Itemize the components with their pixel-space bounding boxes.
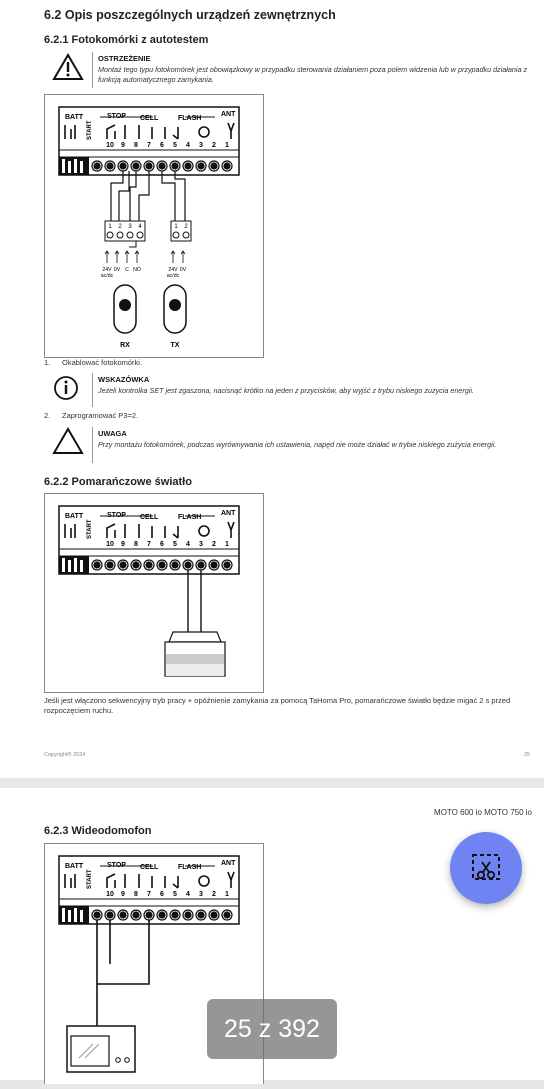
rx-pin-label: 2 [118,224,122,230]
terminal-number-9: 9 [121,142,125,149]
terminal-number-2: 2 [212,142,216,149]
terminal-number-4: 4 [186,142,190,149]
tx-pin-label: 2 [184,224,188,230]
terminal-number-9: 9 [121,541,125,548]
terminal-number-7: 7 [147,142,151,149]
terminal-number-7: 7 [147,891,151,898]
terminal-number-1: 1 [225,541,229,548]
section-title: 6.2 Opis poszczególnych urządzeń zewnętrznych [44,8,336,22]
label-start: START [87,120,93,140]
tx-label: TX [170,342,180,349]
warning-triangle-icon [52,53,84,81]
terminal-number-8: 8 [134,891,138,898]
terminal-number-9: 9 [121,891,125,898]
terminal-number-10: 10 [106,541,114,548]
label-stop: STOP [107,512,126,519]
caution-triangle-icon [52,427,84,455]
terminal-number-1: 1 [225,891,229,898]
step-1-number: 1. [44,358,51,367]
label-flash: FLASH [178,514,202,521]
terminal-number-2: 2 [212,541,216,548]
terminal-number-8: 8 [134,142,138,149]
page-indicator: 25 z 392 [207,999,337,1059]
label-batt: BATT [65,863,84,870]
label-start: START [87,519,93,539]
warning-text: Montaż tego typu fotokomórek jest obowiązkowy w przypadku sterowania działaniem poza polem widzenia lub w przypadku działania z funkcją automatycznego zamykania. [98,65,528,84]
warning-divider [92,52,93,88]
terminal-number-6: 6 [160,891,164,898]
hint-text: Jeżeli kontrolka SET jest zgaszona, nacisnąć krótko na jeden z przycisków, aby wyjść z trybu niskiego zużycia energii. [98,386,474,395]
arrow-up-icon [171,251,175,263]
step-2-number: 2. [44,411,51,420]
label-start: START [87,869,93,889]
label-flash: FLASH [178,864,202,871]
tx-pin-label: 1 [174,224,178,230]
caution-divider [92,427,93,463]
orange-light-text: Jeśli jest włączono sekwencyjny tryb pracy + opóźnienie zamykania za pomocą TaHoma Pro, pomarańczowe światło będzie migać 2 s przed rozpoczęciem ruchu. [44,696,511,715]
orange-light-wiring-diagram [44,493,264,693]
terminal-number-7: 7 [147,541,151,548]
terminal-number-5: 5 [173,142,177,149]
page-header: MOTO 600 io MOTO 750 io [434,808,532,817]
step-2-text: Zaprogramować P3=2. [62,411,139,420]
copyright: Copyright® 2024 [44,752,86,758]
label-stop: STOP [107,862,126,869]
tx-pin-screw [183,232,189,238]
arrow-up-icon [135,251,139,263]
arrow-up-icon [115,251,119,263]
label-cell: CELL [140,115,159,122]
label-cell: CELL [140,864,159,871]
tx-label-24v: 24V [168,267,178,273]
terminal-number-8: 8 [134,541,138,548]
tx-label-0v: 0V [179,267,187,273]
terminal-number-3: 3 [199,142,203,149]
info-icon [53,375,79,401]
terminal-number-4: 4 [186,541,190,548]
rx-label-no: NO [133,267,141,273]
label-flash: FLASH [178,115,202,122]
hint-divider [92,373,93,407]
label-batt: BATT [65,114,84,121]
rx-label-0v: 0V [113,267,121,273]
rx-pin-label: 4 [138,224,142,230]
photocell-diagram-svg [45,95,263,357]
subsection-intercom-title: 6.2.3 Wideodomofon [44,825,152,837]
rx-pin-screw [117,232,123,238]
label-ant: ANT [221,111,236,118]
label-stop: STOP [107,113,126,120]
terminal-number-6: 6 [160,142,164,149]
terminal-number-5: 5 [173,541,177,548]
rx-pin-screw [137,232,143,238]
terminal-number-10: 10 [106,142,114,149]
screenshot-capture-button[interactable] [450,832,522,904]
rx-pin-label: 1 [108,224,112,230]
scissors-screenshot-icon [450,832,522,904]
step-1-text: Okablować fotokomórki. [62,358,143,367]
label-ant: ANT [221,860,236,867]
page-number: 25 [524,752,531,758]
label-ant: ANT [221,510,236,517]
label-batt: BATT [65,513,84,520]
terminal-number-6: 6 [160,541,164,548]
rx-label-24v: 24V [102,267,112,273]
terminal-number-5: 5 [173,891,177,898]
label-cell: CELL [140,514,159,521]
rx-pin-screw [127,232,133,238]
arrow-up-icon [105,251,109,263]
terminal-number-1: 1 [225,142,229,149]
rx-label-c: C [125,267,129,273]
arrow-up-icon [125,251,129,263]
rx-acdc: ac/dc [100,273,114,279]
warning-title: OSTRZEŻENIE [98,54,151,63]
rx-label: RX [120,342,130,349]
terminal-number-10: 10 [106,891,114,898]
orange-light-diagram-svg [45,494,263,692]
rx-pin-screw [107,232,113,238]
terminal-number-4: 4 [186,891,190,898]
terminal-number-3: 3 [199,891,203,898]
caution-text: Przy montażu fotokomórek, podczas wyrównywania ich ustawienia, napęd nie może działać w trybie niskiego zużycia energii. [98,440,497,449]
rx-pin-label: 3 [128,224,132,230]
subsection-photocells-title: 6.2.1 Fotokomórki z autotestem [44,34,209,46]
terminal-number-2: 2 [212,891,216,898]
subsection-orange-light-title: 6.2.2 Pomarańczowe światło [44,476,192,488]
photocell-wiring-diagram [44,94,264,358]
arrow-up-icon [181,251,185,263]
tx-pin-screw [173,232,179,238]
caution-title: UWAGA [98,429,127,438]
terminal-number-3: 3 [199,541,203,548]
tx-acdc: ac/dc [166,273,180,279]
hint-title: WSKAZÓWKA [98,375,150,384]
